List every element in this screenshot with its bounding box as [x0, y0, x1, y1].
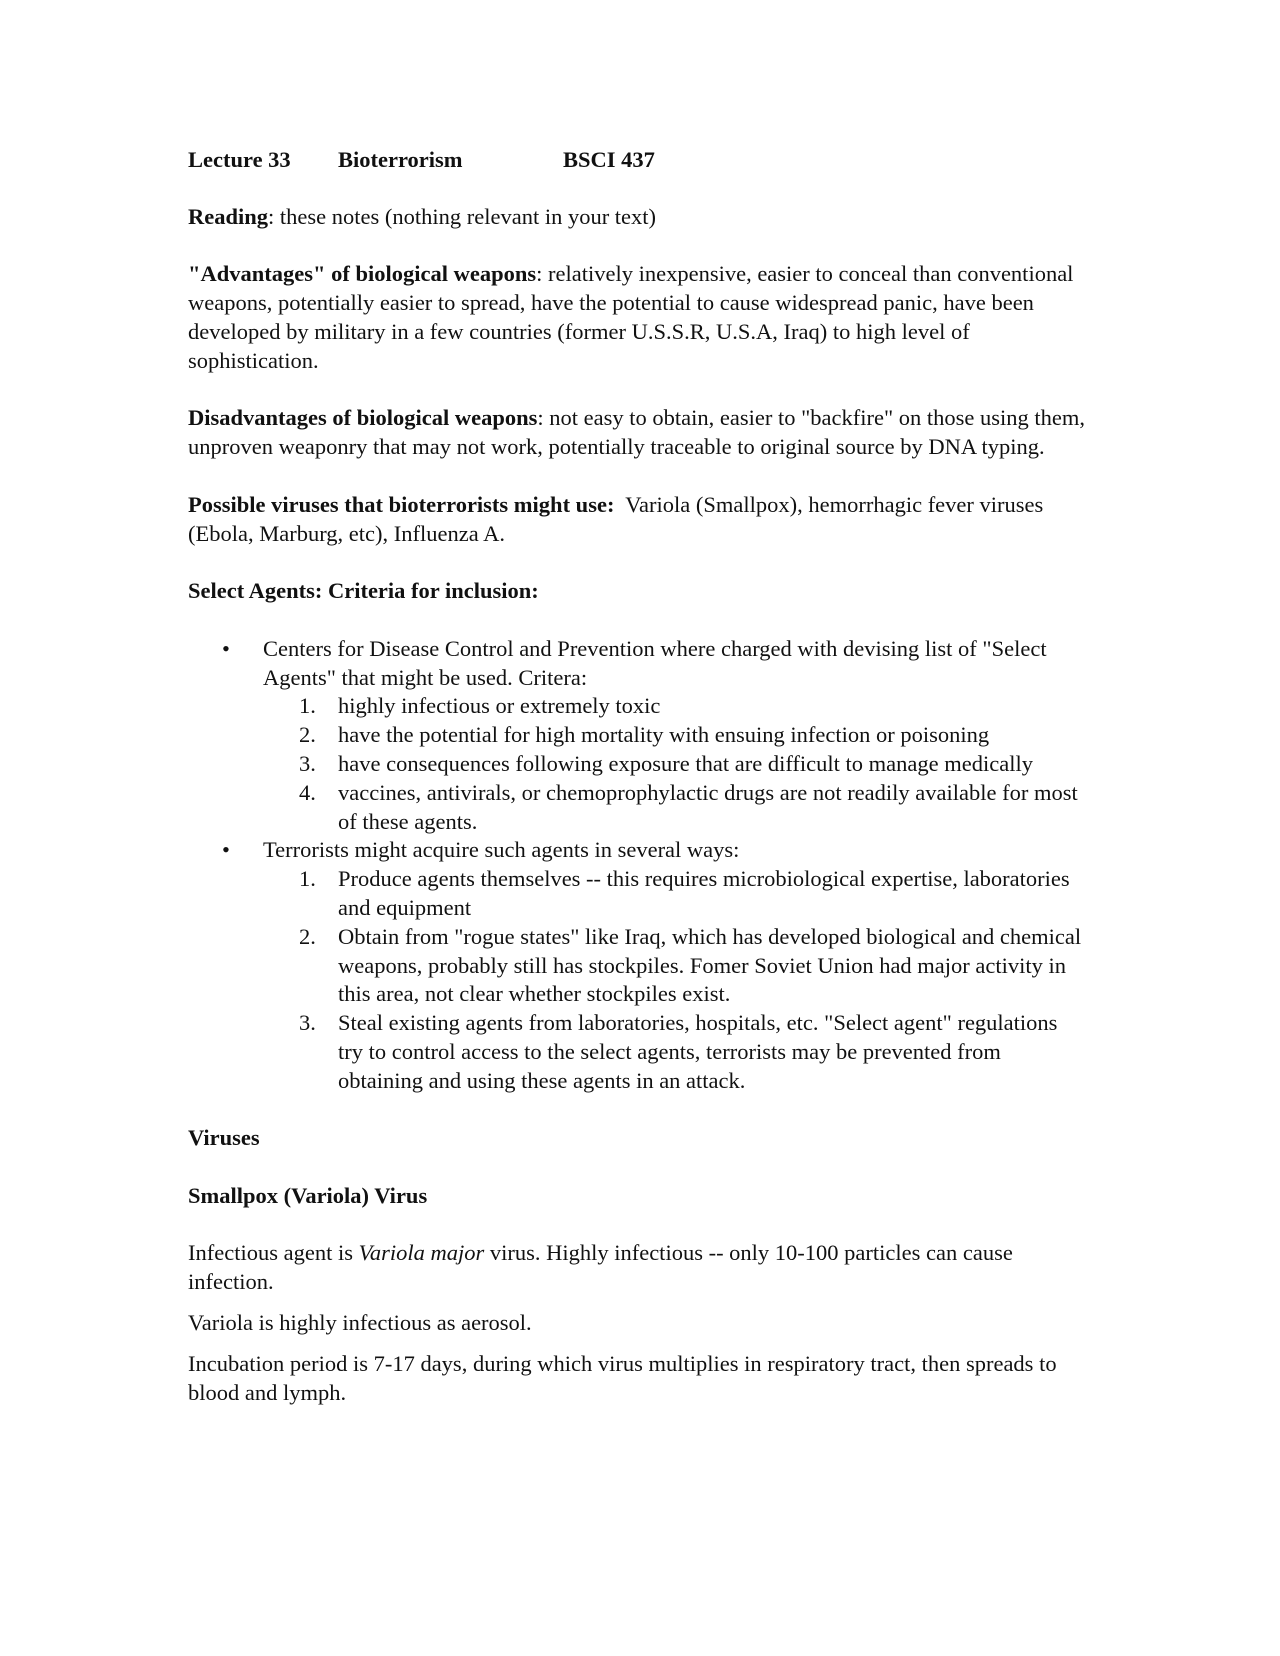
- criteria-number: 2.: [299, 722, 316, 748]
- acquisition-text: Obtain from "rogue states" like Iraq, which has developed biological and chemical weapons, probably still has stockpiles. Fomer Soviet Union had major activity in this area, not clear whether stockpiles exist.: [338, 923, 1082, 1007]
- advantages-text: : relatively inexpensive, easier to conceal than conventional weapons, potentially easier to spread, have the potential to cause widespread panic, have been developed by military in a few countries (former U.S.S.R, U.S.A, Iraq) to high level of sophistication.: [188, 261, 1074, 373]
- infectious-agent-pre: Infectious agent is: [188, 1240, 359, 1266]
- aerosol-paragraph: Variola is highly infectious as aerosol.: [188, 1310, 532, 1336]
- criteria-number: 1.: [299, 693, 316, 719]
- infectious-agent-paragraph: [188, 1239, 1088, 1297]
- acquisition-item: [263, 923, 1088, 1009]
- infectious-agent-post: virus. Highly infectious -- only 10-100 particles can cause infection.: [188, 1240, 1013, 1295]
- possible-viruses-label: Possible viruses that bioterrorists might use:: [188, 491, 615, 517]
- acquisition-text: Steal existing agents from laboratories, hospitals, etc. "Select agent" regulations try to control access to the select agents, terrorists may be prevented from obtaining and using these agents in an attack.: [338, 1010, 1058, 1093]
- smallpox-heading: Smallpox (Variola) Virus: [188, 1182, 428, 1208]
- bullet-cdc: [188, 635, 1088, 837]
- acquisition-number: 2.: [299, 923, 316, 949]
- lecture-number: Lecture 33: [188, 147, 291, 172]
- course-code: BSCI 437: [563, 147, 655, 172]
- select-agents-heading: Select Agents: Criteria for inclusion:: [188, 578, 539, 604]
- disadvantages-label: Disadvantages of biological weapons: [188, 405, 538, 431]
- possible-viruses-paragraph: [188, 491, 1088, 549]
- criteria-item: [263, 692, 1088, 721]
- advantages-paragraph: [188, 260, 1088, 375]
- acquisition-number: 1.: [299, 866, 316, 892]
- viruses-heading: Viruses: [188, 1125, 260, 1151]
- bullet-acquisition-text: Terrorists might acquire such agents in several ways:: [263, 837, 740, 863]
- criteria-text: highly infectious or extremely toxic: [338, 693, 661, 719]
- criteria-number: 3.: [299, 750, 316, 776]
- acquisition-list: [263, 865, 1088, 1095]
- advantages-label: "Advantages" of biological weapons: [188, 261, 537, 287]
- criteria-text: vaccines, antivirals, or chemoprophylactic drugs are not readily available for most of these agents.: [338, 779, 1078, 834]
- disadvantages-paragraph: [188, 404, 1088, 462]
- lecture-header: [188, 146, 1088, 175]
- lecture-topic: Bioterrorism: [338, 147, 463, 172]
- criteria-number: 4.: [299, 779, 316, 805]
- reading-label: Reading: [188, 203, 269, 229]
- acquisition-item: [263, 865, 1088, 923]
- criteria-item: [263, 721, 1088, 750]
- acquisition-item: [263, 1009, 1088, 1095]
- bullet-cdc-text: Centers for Disease Control and Prevention where charged with devising list of "Select Agents" that might be used. Critera:: [263, 635, 1047, 690]
- select-agents-list: [188, 635, 1088, 1096]
- acquisition-number: 3.: [299, 1010, 316, 1036]
- criteria-text: have consequences following exposure that are difficult to manage medically: [338, 750, 1033, 776]
- criteria-list: [263, 692, 1088, 836]
- criteria-text: have the potential for high mortality with ensuing infection or poisoning: [338, 722, 990, 748]
- possible-viruses-text: Variola (Smallpox), hemorrhagic fever viruses (Ebola, Marburg, etc), Influenza A.: [188, 491, 1049, 546]
- virus-species-name: Variola major: [358, 1240, 485, 1266]
- acquisition-text: Produce agents themselves -- this requires microbiological expertise, laboratories and equipment: [338, 866, 1070, 920]
- document-page: [188, 146, 1088, 1419]
- criteria-item: [263, 750, 1088, 779]
- reading-paragraph: [188, 203, 1088, 232]
- criteria-item: [263, 779, 1088, 837]
- incubation-paragraph: Incubation period is 7-17 days, during which virus multiplies in respiratory tract, then spreads to blood and lymph.: [188, 1350, 1057, 1405]
- reading-text: : these notes (nothing relevant in your text): [268, 203, 657, 229]
- disadvantages-text: : not easy to obtain, easier to "backfire" on those using them, unproven weaponry that may not work, potentially traceable to original source by DNA typing.: [188, 405, 1086, 460]
- bullet-acquisition: [188, 836, 1088, 1095]
